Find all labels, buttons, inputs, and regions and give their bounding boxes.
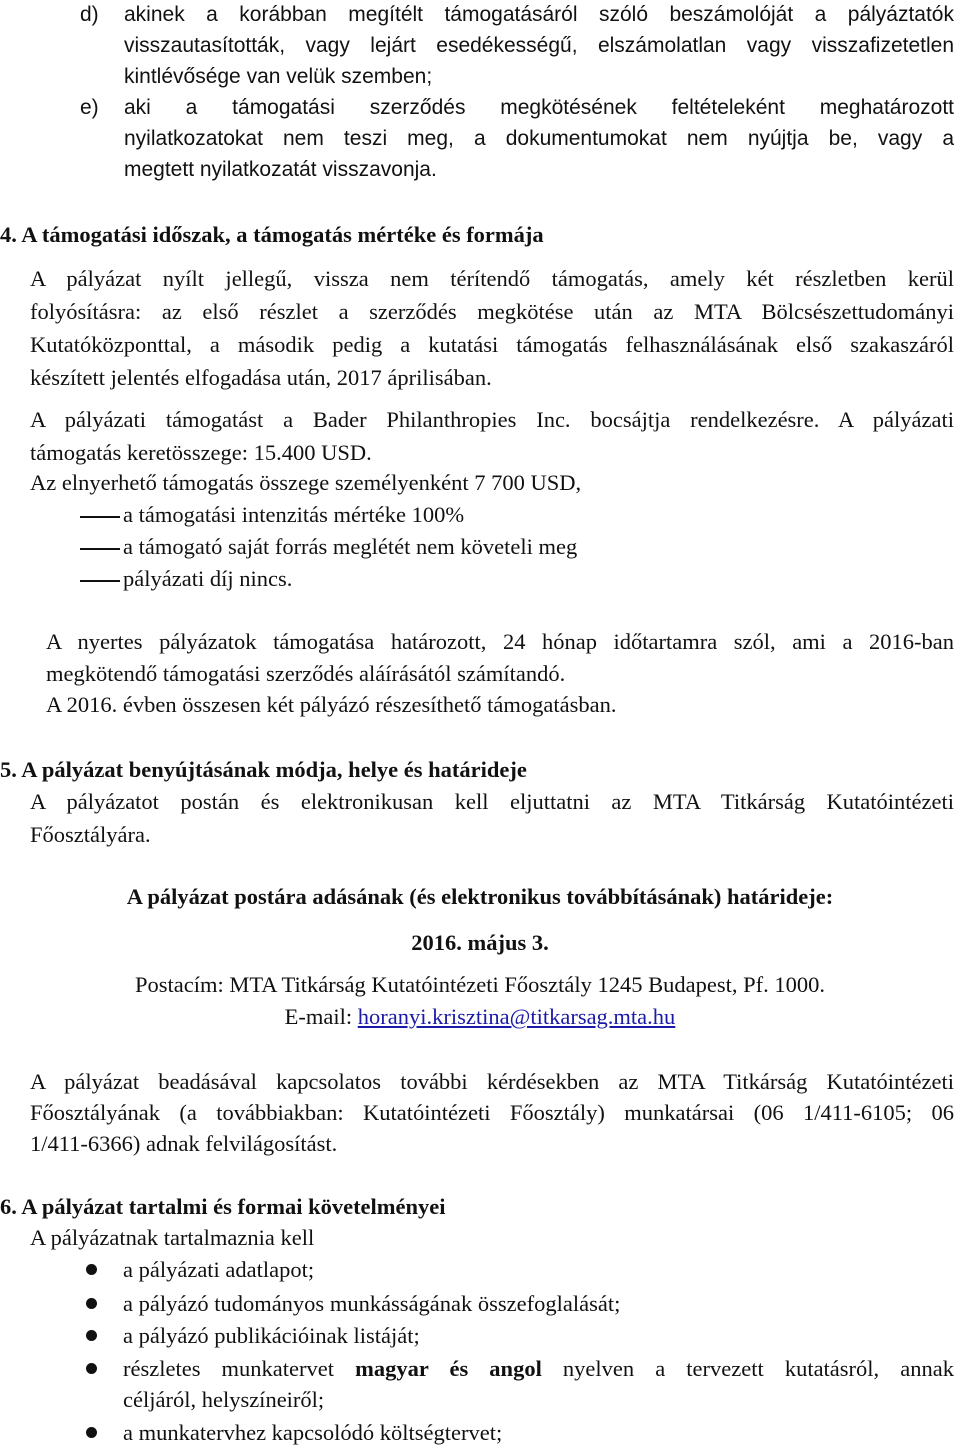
bullet-marker xyxy=(86,1427,97,1438)
bullet-text: nyelven a tervezett kutatásról, annak xyxy=(541,1356,954,1381)
paragraph-line: Főosztályára. xyxy=(30,822,151,847)
email-line xyxy=(0,1002,960,1032)
text-line: aki a támogatási szerződés megkötésének feltételeként meghatározott xyxy=(124,96,954,119)
bullet-item: a pályázó publikációinak listáját; xyxy=(123,1323,420,1348)
dash-item: pályázati díj nincs. xyxy=(123,566,293,591)
paragraph-line: 1/411-6366) adnak felvilágosítást. xyxy=(30,1131,338,1156)
paragraph-line: Az elnyerhető támogatás összege személyenként 7 700 USD, xyxy=(30,470,582,495)
section-4-heading: 4. A támogatási időszak, a támogatás mértéke és formája xyxy=(0,222,544,247)
deadline-date: 2016. május 3. xyxy=(411,930,549,955)
paragraph-line: támogatás keretösszege: 15.400 USD. xyxy=(30,440,372,465)
section-5-heading: 5. A pályázat benyújtásának módja, helye és határideje xyxy=(0,757,527,782)
paragraph-line: készített jelentés elfogadása után, 2017 áprilisában. xyxy=(30,365,492,390)
paragraph-line: A pályázatot postán és elektronikusan kell eljuttatni az MTA Titkárság Kutatóintézeti xyxy=(30,789,954,814)
bullet-item: a munkatervhez kapcsolódó költségtervet; xyxy=(123,1420,503,1445)
paragraph-line: A pályázati támogatást a Bader Philanthropies Inc. bocsájtja rendelkezésre. A pályázati xyxy=(30,407,954,432)
deadline-title: A pályázat postára adásának (és elektronikus továbbításának) határideje: xyxy=(126,884,834,909)
dash-marker xyxy=(80,548,120,550)
item-marker: d) xyxy=(80,3,99,26)
paragraph-line: folyósításra: az első részlet a szerződés megkötése után az MTA Bölcsészettudományi xyxy=(30,299,954,324)
bullet-marker xyxy=(86,1363,97,1374)
paragraph-line: Kutatóközponttal, a második pedig a kutatási támogatás felhasználásának első szakaszáról xyxy=(30,332,954,357)
text-line: kintlévősége van velük szemben; xyxy=(124,65,433,88)
dash-marker xyxy=(80,580,120,582)
bullet-item: a pályázó tudományos munkásságának összefoglalását; xyxy=(123,1291,621,1316)
section-6-heading: 6. A pályázat tartalmi és formai követelményei xyxy=(0,1194,446,1219)
bullet-marker xyxy=(86,1298,97,1309)
dash-marker xyxy=(80,516,120,518)
dash-item: a támogató saját forrás meglétét nem követeli meg xyxy=(123,534,578,559)
dash-item: a támogatási intenzitás mértéke 100% xyxy=(123,502,465,527)
text-line: nyilatkozatokat nem teszi meg, a dokumentumokat nem nyújtja be, vagy a xyxy=(124,127,954,150)
paragraph-line: A pályázatnak tartalmaznia kell xyxy=(30,1225,315,1250)
paragraph-line: Főosztályának (a továbbiakban: Kutatóintézeti Főosztály) munkatársai (06 1/411-6105; 06 xyxy=(30,1100,954,1125)
paragraph-line: A pályázat nyílt jellegű, vissza nem térítendő támogatás, amely két részletben kerül xyxy=(30,266,954,291)
text-line: visszautasították, vagy lejárt esedékességű, elszámolatlan vagy visszafizetetlen xyxy=(124,34,954,57)
item-marker: e) xyxy=(80,96,99,119)
paragraph-line: megkötendő támogatási szerződés aláírásától számítandó. xyxy=(46,661,566,686)
paragraph-line: A 2016. évben összesen két pályázó részesíthető támogatásban. xyxy=(46,692,617,717)
bullet-marker xyxy=(86,1330,97,1341)
bullet-text: részletes munkatervet xyxy=(123,1356,356,1381)
email-label: E-mail: xyxy=(284,1004,358,1029)
paragraph-line: A pályázat beadásával kapcsolatos további kérdésekben az MTA Titkárság Kutatóintézeti xyxy=(30,1069,954,1094)
bullet-emphasis: magyar és angol xyxy=(355,1356,542,1381)
text-line: akinek a korábban megítélt támogatásáról szóló beszámolóját a pályáztatók xyxy=(124,3,954,26)
text-line: megtett nyilatkozatát visszavonja. xyxy=(124,158,437,181)
bullet-item xyxy=(123,1354,954,1384)
postal-address: Postacím: MTA Titkárság Kutatóintézeti Főosztály 1245 Budapest, Pf. 1000. xyxy=(134,972,826,997)
email-link[interactable]: horanyi.krisztina@titkarsag.mta.hu xyxy=(357,1004,676,1029)
paragraph-line: A nyertes pályázatok támogatása határozott, 24 hónap időtartamra szól, ami a 2016-ban xyxy=(46,629,954,654)
bullet-item: a pályázati adatlapot; xyxy=(123,1257,315,1282)
bullet-marker xyxy=(86,1264,97,1275)
bullet-item-continuation: céljáról, helyszíneiről; xyxy=(123,1387,325,1412)
